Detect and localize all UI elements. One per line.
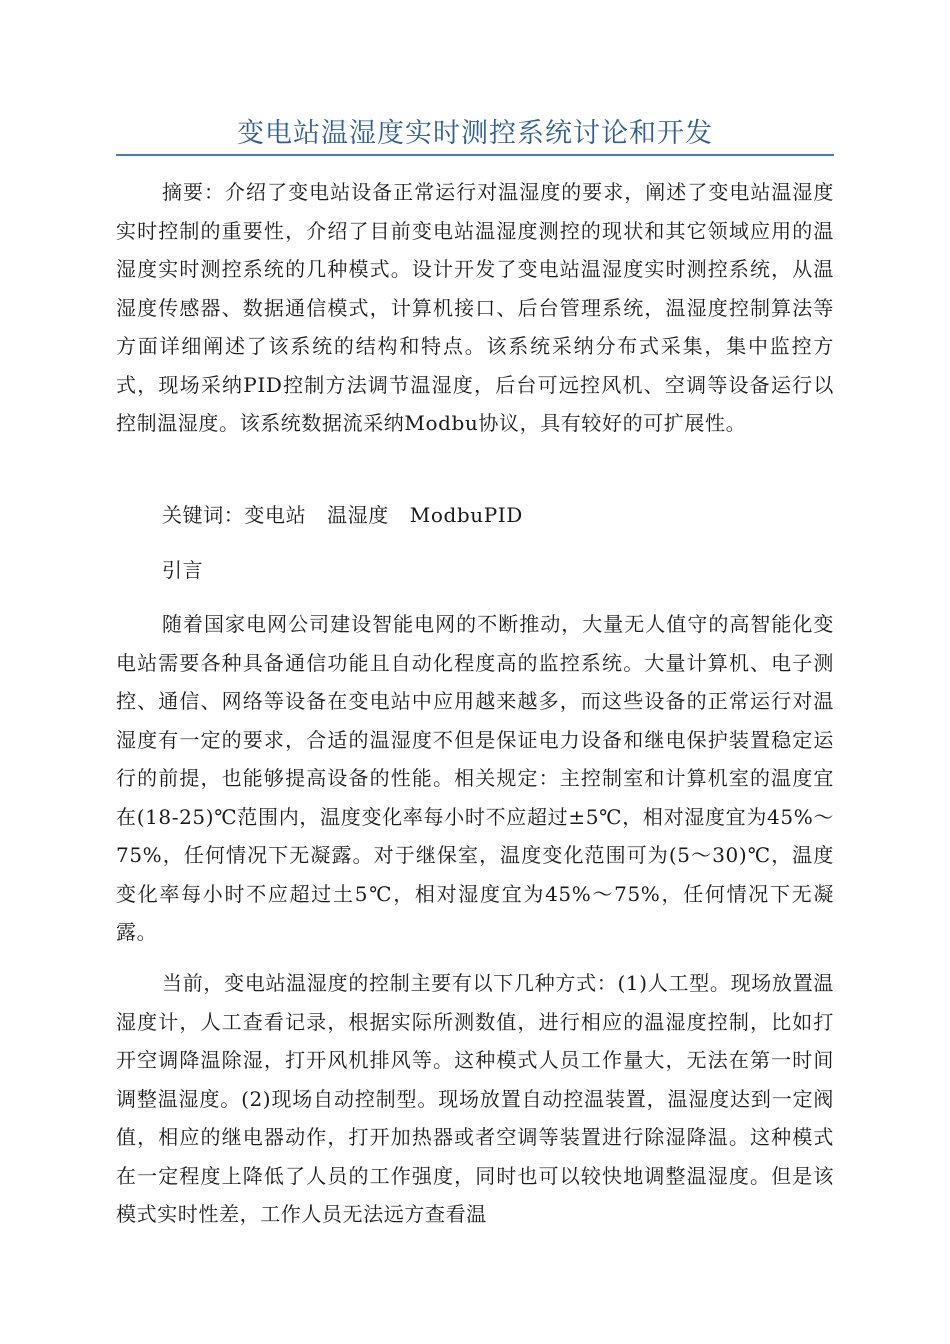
keywords-line: 关键词：变电站 温湿度 ModbuPID [162, 503, 523, 527]
abstract-paragraph: 摘要：介绍了变电站设备正常运行对温湿度的要求，阐述了变电站温湿度实时控制的重要性，介绍了目前变电站温湿度测控的现状和其它领域应用的温湿度实时测控系统的几种模式。设计开发了变电站温湿度实时测控系统，从温湿度传感器、数据通信模式，计算机接口、后台管理系统，温湿度控制算法等方面详细阐述了该系统的结构和特点。该系统采纳分布式采集，集中监控方式，现场采纳PID控制方法调节温湿度，后台可远控风机、空调等设备运行以控制温湿度。该系统数据流采纳Modbu协议，具有较好的可扩展性。 [116, 180, 834, 435]
body-paragraph-2: 当前，变电站温湿度的控制主要有以下几种方式：(1)人工型。现场放置温湿度计，人工查看记录，根据实际所测数值，进行相应的温湿度控制，比如打开空调降温除湿，打开风机排风等。这种模式人员工作量大，无法在第一时间调整温湿度。(2)现场自动控制型。现场放置自动控温装置，温湿度达到一定阀值，相应的继电器动作，打开加热器或者空调等装置进行除湿降温。这种模式在一定程度上降低了人员的工作强度，同时也可以较快地调整温湿度。但是该模式实时性差，工作人员无法远方查看温 [116, 971, 834, 1226]
title-underline [116, 154, 834, 156]
body-paragraph-1: 随着国家电网公司建设智能电网的不断推动，大量无人值守的高智能化变电站需要各种具备通信功能且自动化程度高的监控系统。大量计算机、电子测控、通信、网络等设备在变电站中应用越来越多，而这些设备的正常运行对温湿度有一定的要求，合适的温湿度不但是保证电力设备和继电保护装置稳定运行的前提，也能够提高设备的性能。相关规定：主控制室和计算机室的温度宜在(18-25)℃范围内，温度变化率每小时不应超过±5℃，相对湿度宜为45%～75%，任何情况下无凝露。对于继保室，温度变化范围可为(5～30)℃，温度变化率每小时不应超过土5℃，相对湿度宜为45%～75%，任何情况下无凝露。 [116, 612, 834, 944]
intro-heading: 引言 [162, 558, 204, 582]
document-title: 变电站温湿度实时测控系统讨论和开发 [237, 118, 713, 149]
